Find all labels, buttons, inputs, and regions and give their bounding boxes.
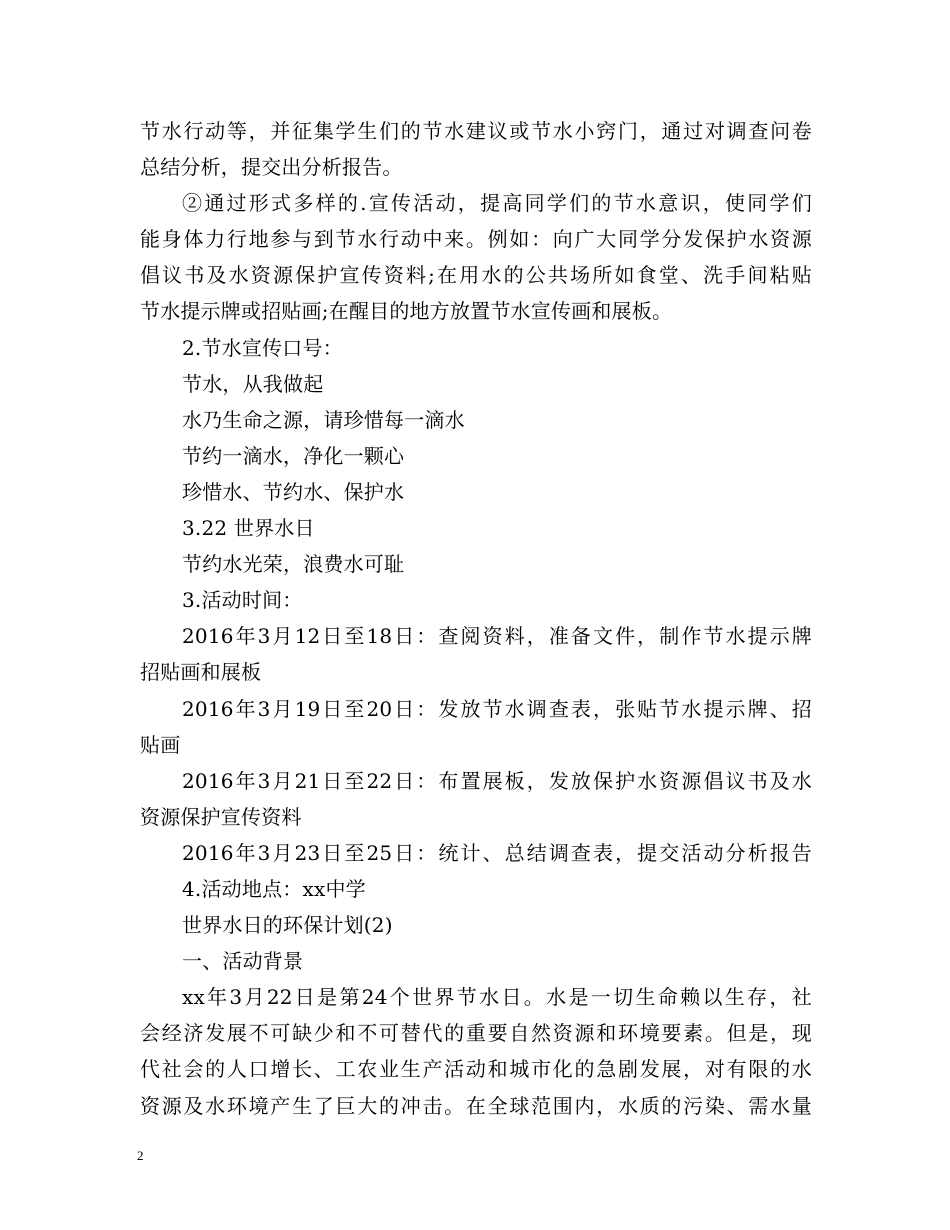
body-line: 节水提示牌或招贴画;在醒目的地方放置节水宣传画和展板。 (140, 299, 673, 324)
body-line: ②通过形式多样的.宣传活动，提高同学们的节水意识，使同学们 (182, 191, 812, 216)
slogan-line: 水乃生命之源，请珍惜每一滴水 (182, 407, 465, 432)
schedule-line: 2016年3月19日至20日：发放节水调查表，张贴节水提示牌、招 (182, 696, 812, 721)
body-line: 总结分析，提交出分析报告。 (140, 155, 403, 180)
schedule-line: 贴画 (140, 732, 181, 757)
document-body (140, 113, 812, 1124)
section-heading: 一、活动背景 (182, 949, 304, 974)
schedule-line: 资源保护宣传资料 (140, 804, 302, 829)
body-line: 会经济发展不可缺少和不可替代的重要自然资源和环境要素。但是，现 (140, 1021, 812, 1046)
schedule-line: 招贴画和展板 (140, 660, 262, 685)
body-line: xx年3月22日是第24个世界节水日。水是一切生命赖以生存，社 (182, 985, 812, 1010)
section-heading: 4.活动地点：xx中学 (182, 876, 366, 901)
slogan-line: 珍惜水、节约水、保护水 (182, 479, 405, 504)
slogan-line: 节水，从我做起 (182, 371, 324, 396)
schedule-line: 2016年3月12日至18日：查阅资料，准备文件，制作节水提示牌 (182, 624, 812, 649)
section-heading: 2.节水宣传口号： (182, 335, 343, 360)
slogan-line: 节约一滴水，净化一颗心 (182, 443, 405, 468)
body-line: 节水行动等，并征集学生们的节水建议或节水小窍门，通过对调查问卷 (140, 119, 812, 143)
body-line: 能身体力行地参与到节水行动中来。例如：向广大同学分发保护水资源 (140, 227, 812, 252)
body-line: 代社会的人口增长、工农业生产活动和城市化的急剧发展，对有限的水 (140, 1057, 812, 1082)
schedule-line: 2016年3月23日至25日：统计、总结调查表，提交活动分析报告 (182, 840, 812, 865)
page-number: 2 (137, 1148, 144, 1163)
section-heading: 3.活动时间： (182, 588, 303, 613)
schedule-line: 2016年3月21日至22日：布置展板，发放保护水资源倡议书及水 (182, 768, 812, 793)
body-line: 倡议书及水资源保护宣传资料;在用水的公共场所如食堂、洗手间粘贴 (140, 263, 812, 288)
slogan-line: 节约水光荣，浪费水可耻 (182, 552, 405, 577)
body-line: 资源及水环境产生了巨大的冲击。在全球范围内，水质的污染、需水量 (140, 1093, 812, 1118)
slogan-line: 3.22 世界水日 (182, 516, 315, 541)
section-title: 世界水日的环保计划(2) (182, 913, 393, 938)
